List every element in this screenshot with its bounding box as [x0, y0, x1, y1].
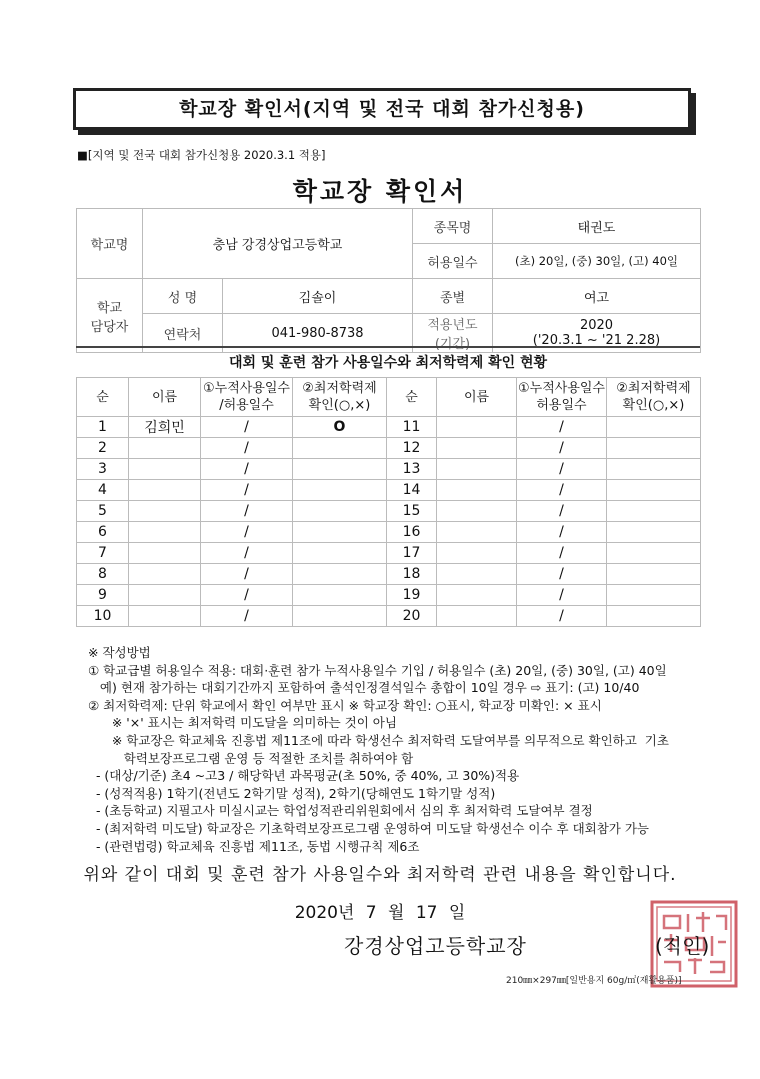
row-name-right — [437, 459, 517, 480]
form-subtitle: ■[지역 및 전국 대회 참가신청용 2020.3.1 적용] — [77, 148, 326, 162]
col-days-left-l2: /허용일수 — [219, 398, 274, 413]
contact-label: 연락처 — [143, 314, 223, 353]
row-no-left: 5 — [77, 501, 129, 522]
note-line: - (성적적용) 1학기(전년도 2학기말 성적), 2학기(당해연도 1학기말 성적) — [88, 785, 496, 801]
col-check-left-l2: 확인(○,×) — [308, 398, 371, 413]
row-no-right: 15 — [387, 501, 437, 522]
row-no-left: 7 — [77, 543, 129, 564]
row-name-left — [129, 480, 201, 501]
row-no-right: 14 — [387, 480, 437, 501]
event-value: 태권도 — [493, 209, 701, 244]
row-days-left: / — [201, 585, 293, 606]
col-check-right — [607, 378, 701, 417]
main-title: 학교장 확인서 — [292, 177, 468, 206]
row-days-right: / — [517, 564, 607, 585]
row-name-right — [437, 501, 517, 522]
row-name-right — [437, 585, 517, 606]
col-days-right-l2: 허용일수 — [536, 398, 587, 413]
row-name-left — [129, 459, 201, 480]
row-name-right — [437, 522, 517, 543]
usage-row — [77, 522, 701, 543]
row-name-left — [129, 501, 201, 522]
usage-row — [77, 501, 701, 522]
confirmation-statement: 위와 같이 대회 및 훈련 참가 사용일수와 최저학력 관련 내용을 확인합니다. — [83, 865, 677, 885]
row-check-right — [607, 438, 701, 459]
note-line: ※ 작성방법 — [88, 645, 151, 660]
note-line: - (대상/기준) 초4 ~고3 / 해당학년 과목평균(초 50%, 중 40%, 고 30%)적용 — [88, 768, 520, 784]
gender-value: 여고 — [493, 279, 701, 314]
row-days-right: / — [517, 480, 607, 501]
row-no-left: 6 — [77, 522, 129, 543]
row-check-left — [293, 543, 387, 564]
row-no-left: 8 — [77, 564, 129, 585]
row-no-left: 9 — [77, 585, 129, 606]
row-days-left: / — [201, 417, 293, 438]
col-name-right: 이름 — [437, 378, 517, 417]
contact-value: 041-980-8738 — [223, 314, 413, 353]
usage-section-title: 대회 및 훈련 참가 사용일수와 최저학력제 확인 현황 — [76, 346, 700, 378]
row-check-left — [293, 438, 387, 459]
row-check-right — [607, 417, 701, 438]
col-check-left-l1: ②최저학력제 — [302, 381, 377, 396]
usage-row — [77, 417, 701, 438]
usage-row — [77, 459, 701, 480]
row-days-left: / — [201, 522, 293, 543]
principal-signer: 강경상업고등학교장 — [344, 934, 527, 958]
usage-row — [77, 438, 701, 459]
usage-row — [77, 543, 701, 564]
col-no-left: 순 — [77, 378, 129, 417]
row-name-right — [437, 417, 517, 438]
manager-label-line1: 학교 — [96, 300, 123, 316]
note-line: ※ '×' 표시는 최저학력 미도달을 의미하는 것이 아님 — [88, 715, 397, 731]
note-line: 학력보장프로그램 운영 등 적절한 조치를 취하여야 함 — [88, 750, 414, 766]
year-label-line1: 적용년도 — [427, 318, 478, 333]
row-name-right — [437, 438, 517, 459]
manager-label-line2: 담당자 — [90, 319, 129, 335]
row-days-right: / — [517, 501, 607, 522]
row-check-left — [293, 480, 387, 501]
row-check-left — [293, 501, 387, 522]
note-line: ② 최저학력제: 단위 학교에서 확인 여부만 표시 ※ 학교장 확인: ○표시, 학교장 미확인: × 표시 — [88, 697, 602, 713]
note-line: - (관련법령) 학교체육 진흥법 제11조, 동법 시행규칙 제6조 — [88, 838, 420, 854]
col-no-right: 순 — [387, 378, 437, 417]
row-check-right — [607, 564, 701, 585]
note-line: ① 학교급별 허용일수 적용: 대회·훈련 참가 누적사용일수 기입 / 허용일수 (초) 20일, (중) 30일, (고) 40일 — [88, 662, 667, 678]
row-days-left: / — [201, 606, 293, 627]
note-line: ※ 학교장은 학교체육 진흥법 제11조에 따라 학생선수 최저학력 도달여부를 의무적으로 확인하고 기초 — [88, 732, 669, 748]
year-label-line2: (기간) — [434, 337, 471, 352]
row-no-left: 3 — [77, 459, 129, 480]
name-label: 성 명 — [143, 279, 223, 314]
row-check-right — [607, 501, 701, 522]
row-name-left — [129, 585, 201, 606]
row-name-left — [129, 606, 201, 627]
row-days-left: / — [201, 564, 293, 585]
usage-row — [77, 585, 701, 606]
row-name-left — [129, 438, 201, 459]
instructions-notes — [88, 644, 748, 855]
row-no-right: 18 — [387, 564, 437, 585]
row-days-left: / — [201, 480, 293, 501]
school-name: 충남 강경상업고등학교 — [143, 209, 413, 279]
col-check-left — [293, 378, 387, 417]
row-no-left: 1 — [77, 417, 129, 438]
row-check-left — [293, 459, 387, 480]
row-name-left — [129, 522, 201, 543]
row-days-right: / — [517, 606, 607, 627]
row-name-left: 김희민 — [129, 417, 201, 438]
row-name-left — [129, 543, 201, 564]
row-no-left: 10 — [77, 606, 129, 627]
name-value: 김솔이 — [223, 279, 413, 314]
row-no-right: 13 — [387, 459, 437, 480]
row-days-right: / — [517, 438, 607, 459]
row-days-left: / — [201, 438, 293, 459]
row-check-right — [607, 543, 701, 564]
row-no-right: 12 — [387, 438, 437, 459]
row-name-right — [437, 543, 517, 564]
row-days-right: / — [517, 522, 607, 543]
col-days-left-l1: ①누적사용일수 — [202, 381, 290, 396]
row-no-left: 4 — [77, 480, 129, 501]
usage-row — [77, 564, 701, 585]
year-value-line2: ('20.3.1 ~ '21 2.28) — [532, 333, 661, 348]
row-no-right: 20 — [387, 606, 437, 627]
gender-label: 종별 — [413, 279, 493, 314]
row-check-left — [293, 564, 387, 585]
row-days-right: / — [517, 417, 607, 438]
col-days-right-l1: ①누적사용일수 — [517, 381, 605, 396]
row-no-right: 11 — [387, 417, 437, 438]
col-days-left — [201, 378, 293, 417]
usage-row — [77, 606, 701, 627]
col-check-right-l2: 확인(○,×) — [622, 398, 685, 413]
row-name-left — [129, 564, 201, 585]
row-days-right: / — [517, 543, 607, 564]
row-no-left: 2 — [77, 438, 129, 459]
event-label: 종목명 — [413, 209, 493, 244]
row-check-left: O — [293, 417, 387, 438]
note-line: - (초등학교) 지필고사 미실시교는 학업성적관리위원회에서 심의 후 최저학력 도달여부 결정 — [88, 803, 593, 819]
issue-date: 2020년 7 월 17 일 — [294, 903, 466, 923]
school-label: 학교명 — [77, 209, 143, 279]
row-check-right — [607, 480, 701, 501]
manager-label — [77, 279, 143, 353]
school-info-table — [76, 208, 701, 353]
row-check-right — [607, 459, 701, 480]
row-check-right — [607, 585, 701, 606]
usage-table — [76, 377, 701, 627]
row-check-right — [607, 522, 701, 543]
document-box-title: 학교장 확인서(지역 및 전국 대회 참가신청용) — [73, 88, 691, 130]
days-value: (초) 20일, (중) 30일, (고) 40일 — [493, 244, 701, 279]
row-days-right: / — [517, 459, 607, 480]
row-days-right: / — [517, 585, 607, 606]
row-name-right — [437, 564, 517, 585]
row-name-right — [437, 480, 517, 501]
year-value-line1: 2020 — [579, 318, 614, 333]
days-label: 허용일수 — [413, 244, 493, 279]
row-check-left — [293, 585, 387, 606]
row-check-left — [293, 606, 387, 627]
row-no-right: 17 — [387, 543, 437, 564]
row-name-right — [437, 606, 517, 627]
row-check-right — [607, 606, 701, 627]
col-check-right-l1: ②최저학력제 — [616, 381, 691, 396]
paper-size-footer: 210㎜×297㎜[일반용지 60g/㎡(재활용품)] — [506, 976, 682, 986]
usage-row — [77, 480, 701, 501]
note-line: 예) 현재 참가하는 대회기간까지 포함하여 출석인정결석일수 총합이 10일 경우 ⇨ 표기: (고) 10/40 — [88, 680, 640, 696]
row-days-left: / — [201, 459, 293, 480]
row-days-left: / — [201, 543, 293, 564]
row-check-left — [293, 522, 387, 543]
seal-label: (직인) — [655, 934, 710, 958]
row-no-right: 19 — [387, 585, 437, 606]
col-days-right — [517, 378, 607, 417]
row-days-left: / — [201, 501, 293, 522]
note-line: - (최저학력 미도달) 학교장은 기초학력보장프로그램 운영하여 미도달 학생선수 이수 후 대회참가 가능 — [88, 820, 649, 836]
col-name-left: 이름 — [129, 378, 201, 417]
row-no-right: 16 — [387, 522, 437, 543]
